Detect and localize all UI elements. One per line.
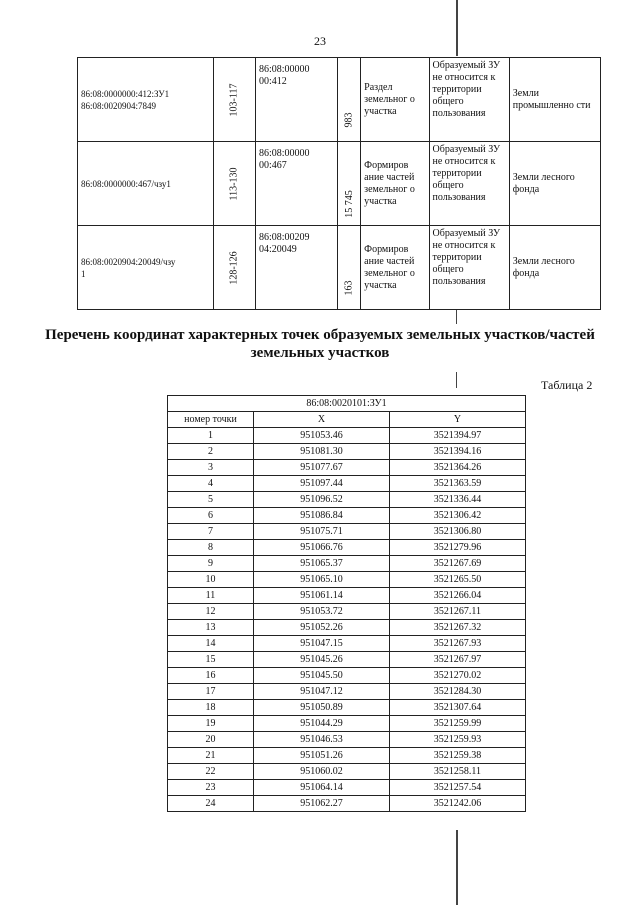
coordinate-x: 951066.76 [254, 540, 390, 556]
col-x-header: X [254, 412, 390, 428]
cadastral-number: 86:08:0000000:412:ЗУ1 86:08:0020904:7849 [78, 58, 214, 142]
coordinate-x: 951064.14 [254, 780, 390, 796]
point-number: 24 [168, 796, 254, 812]
action-type: Формиров ание частей земельног о участка [361, 226, 429, 310]
point-range [213, 226, 255, 310]
action-type: Формиров ание частей земельног о участка [361, 142, 429, 226]
coordinate-x: 951086.84 [254, 508, 390, 524]
coordinate-y: 3521306.42 [390, 508, 526, 524]
coordinate-y: 3521394.16 [390, 444, 526, 460]
coordinate-x: 951053.46 [254, 428, 390, 444]
coordinate-row [168, 716, 526, 732]
point-number: 3 [168, 460, 254, 476]
coordinate-x: 951047.12 [254, 684, 390, 700]
coordinate-row [168, 604, 526, 620]
public-use-note: Образуемый ЗУ не относится к территории общего пользования [429, 142, 509, 226]
point-number: 9 [168, 556, 254, 572]
point-number: 18 [168, 700, 254, 716]
coordinate-x: 951044.29 [254, 716, 390, 732]
coordinate-row [168, 748, 526, 764]
coordinate-row [168, 428, 526, 444]
coordinate-y: 3521336.44 [390, 492, 526, 508]
coordinate-row [168, 476, 526, 492]
coordinate-row [168, 684, 526, 700]
coordinate-row [168, 636, 526, 652]
point-number: 1 [168, 428, 254, 444]
coordinate-x: 951045.26 [254, 652, 390, 668]
area-value-text: 15 745 [343, 189, 355, 218]
coordinate-y: 3521364.26 [390, 460, 526, 476]
point-range [213, 58, 255, 142]
allotment-row [78, 142, 601, 226]
coordinate-y: 3521267.11 [390, 604, 526, 620]
coordinate-x: 951047.15 [254, 636, 390, 652]
point-range-text: 128-126 [228, 250, 240, 285]
coordinate-row [168, 620, 526, 636]
coordinate-x: 951052.26 [254, 620, 390, 636]
coordinate-row [168, 796, 526, 812]
action-type: Раздел земельног о участка [361, 58, 429, 142]
coordinate-x: 951060.02 [254, 764, 390, 780]
point-number: 15 [168, 652, 254, 668]
coordinate-y: 3521258.11 [390, 764, 526, 780]
point-number: 17 [168, 684, 254, 700]
coordinate-x: 951051.26 [254, 748, 390, 764]
allotment-row [78, 58, 601, 142]
land-category: Земли лесного фонда [509, 142, 600, 226]
coordinate-y: 3521259.38 [390, 748, 526, 764]
coordinate-x: 951065.37 [254, 556, 390, 572]
public-use-note: Образуемый ЗУ не относится к территории общего пользования [429, 58, 509, 142]
coordinate-y: 3521267.93 [390, 636, 526, 652]
coordinate-row [168, 652, 526, 668]
binding-mark [456, 372, 457, 388]
coordinate-x: 951065.10 [254, 572, 390, 588]
point-number: 2 [168, 444, 254, 460]
coordinate-x: 951097.44 [254, 476, 390, 492]
land-category: Земли лесного фонда [509, 226, 600, 310]
page-number: 23 [314, 34, 326, 48]
point-number: 21 [168, 748, 254, 764]
area-value [338, 58, 361, 142]
coordinate-x: 951081.30 [254, 444, 390, 460]
coordinate-row [168, 444, 526, 460]
point-number: 5 [168, 492, 254, 508]
parcel-number: 86:08:0020101:ЗУ1 [168, 396, 526, 412]
coordinate-row [168, 524, 526, 540]
public-use-note: Образуемый ЗУ не относится к территории общего пользования [429, 226, 509, 310]
point-range-text: 113-130 [228, 167, 240, 200]
coordinate-x: 951061.14 [254, 588, 390, 604]
coordinate-x: 951096.52 [254, 492, 390, 508]
land-category: Земли промышленно сти [509, 58, 600, 142]
point-number: 13 [168, 620, 254, 636]
binding-mark [456, 830, 458, 905]
point-number: 14 [168, 636, 254, 652]
point-number: 11 [168, 588, 254, 604]
coordinate-row [168, 700, 526, 716]
coordinate-row [168, 460, 526, 476]
coordinate-y: 3521279.96 [390, 540, 526, 556]
point-range-text: 103-117 [228, 83, 240, 116]
parent-cadastral: 86:08:00209 04:20049 [255, 226, 337, 310]
coordinate-y: 3521259.99 [390, 716, 526, 732]
column-header-row [168, 412, 526, 428]
allotments-table [77, 57, 601, 310]
coordinates-table [167, 395, 526, 812]
coordinate-y: 3521267.97 [390, 652, 526, 668]
point-number: 16 [168, 668, 254, 684]
coordinate-y: 3521259.93 [390, 732, 526, 748]
binding-mark [456, 310, 457, 324]
point-number: 10 [168, 572, 254, 588]
col-y-header: Y [390, 412, 526, 428]
coordinate-x: 951077.67 [254, 460, 390, 476]
coordinate-x: 951075.71 [254, 524, 390, 540]
point-number: 22 [168, 764, 254, 780]
coordinate-y: 3521363.59 [390, 476, 526, 492]
coordinate-x: 951050.89 [254, 700, 390, 716]
coordinate-y: 3521257.54 [390, 780, 526, 796]
cadastral-number: 86:08:0020904:20049/чзу 1 [78, 226, 214, 310]
coordinate-row [168, 764, 526, 780]
coordinate-row [168, 780, 526, 796]
coordinate-y: 3521266.04 [390, 588, 526, 604]
coordinate-y: 3521267.69 [390, 556, 526, 572]
point-number: 19 [168, 716, 254, 732]
parent-cadastral: 86:08:00000 00:412 [255, 58, 337, 142]
point-number: 20 [168, 732, 254, 748]
coordinate-y: 3521307.64 [390, 700, 526, 716]
coordinate-y: 3521270.02 [390, 668, 526, 684]
point-number: 23 [168, 780, 254, 796]
cadastral-number: 86:08:0000000:467/чзу1 [78, 142, 214, 226]
point-number: 4 [168, 476, 254, 492]
point-number: 12 [168, 604, 254, 620]
coordinate-x: 951062.27 [254, 796, 390, 812]
coordinate-row [168, 588, 526, 604]
coordinate-row [168, 668, 526, 684]
coordinate-y: 3521267.32 [390, 620, 526, 636]
coordinate-row [168, 540, 526, 556]
area-value [338, 226, 361, 310]
coordinate-y: 3521265.50 [390, 572, 526, 588]
binding-mark [456, 0, 458, 56]
point-number: 7 [168, 524, 254, 540]
coordinate-y: 3521284.30 [390, 684, 526, 700]
point-range [213, 142, 255, 226]
coordinate-row [168, 492, 526, 508]
table-label: Таблица 2 [541, 378, 593, 392]
coordinate-x: 951045.50 [254, 668, 390, 684]
coordinate-row [168, 508, 526, 524]
col-point-header: номер точки [168, 412, 254, 428]
coordinate-y: 3521306.80 [390, 524, 526, 540]
coordinate-row [168, 556, 526, 572]
parcel-header-row [168, 396, 526, 412]
coordinate-row [168, 572, 526, 588]
section-heading: Перечень координат характерных точек образуемых земельных участков/частей земельных участков [45, 327, 595, 361]
coordinate-y: 3521394.97 [390, 428, 526, 444]
coordinate-row [168, 732, 526, 748]
coordinate-y: 3521242.06 [390, 796, 526, 812]
area-value-text: 163 [343, 280, 355, 295]
coordinate-x: 951046.53 [254, 732, 390, 748]
point-number: 6 [168, 508, 254, 524]
coordinate-x: 951053.72 [254, 604, 390, 620]
point-number: 8 [168, 540, 254, 556]
parent-cadastral: 86:08:00000 00:467 [255, 142, 337, 226]
allotment-row [78, 226, 601, 310]
area-value-text: 983 [343, 112, 355, 127]
area-value [338, 142, 361, 226]
